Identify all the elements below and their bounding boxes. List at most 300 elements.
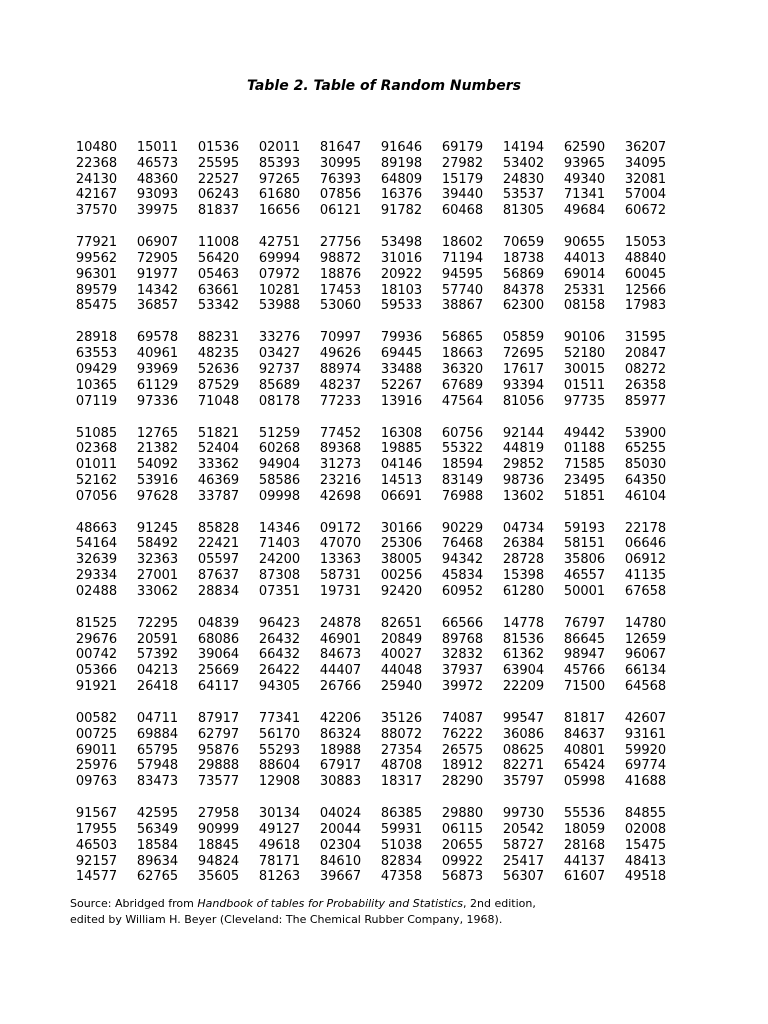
table-cell: 20044 bbox=[319, 822, 362, 837]
table-cell: 85977 bbox=[624, 393, 667, 409]
table-cell: 04024 bbox=[319, 806, 362, 822]
table-cell: 11008 bbox=[197, 235, 240, 251]
source-book-title: Handbook of tables for Probability and Statistics bbox=[197, 897, 464, 910]
table-row bbox=[66, 267, 706, 283]
table-row bbox=[66, 806, 706, 822]
table-cell: 18845 bbox=[197, 837, 240, 853]
table-cell: 02304 bbox=[319, 837, 362, 853]
table-cell: 88604 bbox=[258, 758, 301, 774]
number-block bbox=[66, 330, 706, 409]
table-cell: 54164 bbox=[75, 536, 118, 552]
table-cell: 17453 bbox=[319, 282, 362, 298]
table-cell: 26432 bbox=[258, 631, 301, 647]
table-cell: 04839 bbox=[197, 615, 240, 631]
table-cell: 18584 bbox=[136, 837, 179, 853]
table-cell: 25669 bbox=[197, 663, 240, 679]
table-cell: 08158 bbox=[563, 298, 606, 314]
table-cell: 36857 bbox=[136, 298, 179, 314]
table-cell: 32363 bbox=[136, 552, 179, 568]
table-cell: 48413 bbox=[624, 853, 667, 869]
table-cell: 71403 bbox=[258, 536, 301, 552]
table-cell: 56420 bbox=[197, 250, 240, 266]
table-cell: 63904 bbox=[502, 663, 545, 679]
table-row bbox=[66, 378, 706, 394]
table-row bbox=[66, 743, 706, 759]
table-cell: 71341 bbox=[563, 187, 606, 203]
table-cell: 48840 bbox=[624, 250, 667, 266]
table-cell: 36086 bbox=[502, 726, 545, 742]
table-cell: 62765 bbox=[136, 869, 179, 885]
table-cell: 94824 bbox=[197, 853, 240, 869]
table-cell: 73577 bbox=[197, 774, 240, 790]
table-cell: 47358 bbox=[380, 869, 423, 885]
table-cell: 53988 bbox=[258, 298, 301, 314]
table-cell: 46901 bbox=[319, 631, 362, 647]
table-cell: 45766 bbox=[563, 663, 606, 679]
table-cell: 46503 bbox=[75, 837, 118, 853]
table-cell: 27001 bbox=[136, 568, 179, 584]
table-row bbox=[66, 711, 706, 727]
table-cell: 29334 bbox=[75, 568, 118, 584]
table-cell: 09998 bbox=[258, 488, 301, 504]
table-cell: 01536 bbox=[197, 140, 240, 155]
table-cell: 41135 bbox=[624, 568, 667, 584]
table-cell: 69774 bbox=[624, 758, 667, 774]
table-cell: 83473 bbox=[136, 774, 179, 790]
table-cell: 72905 bbox=[136, 250, 179, 266]
table-cell: 58731 bbox=[319, 568, 362, 584]
table-cell: 56307 bbox=[502, 869, 545, 885]
table-cell: 49442 bbox=[563, 425, 606, 441]
table-cell: 81647 bbox=[319, 140, 362, 155]
table-cell: 89768 bbox=[441, 631, 484, 647]
table-row bbox=[66, 521, 706, 537]
table-cell: 52180 bbox=[563, 346, 606, 362]
table-row bbox=[66, 727, 706, 743]
table-cell: 42607 bbox=[624, 711, 667, 727]
table-cell: 24130 bbox=[75, 171, 118, 187]
table-cell: 20542 bbox=[502, 822, 545, 837]
table-row bbox=[66, 584, 706, 600]
table-cell: 18876 bbox=[319, 266, 362, 282]
table-cell: 66566 bbox=[441, 615, 484, 631]
table-cell: 07972 bbox=[258, 266, 301, 282]
table-cell: 93969 bbox=[136, 361, 179, 377]
page-title: Table 2. Table of Random Numbers bbox=[247, 78, 521, 94]
table-cell: 35797 bbox=[502, 774, 545, 790]
table-cell: 06243 bbox=[197, 187, 240, 203]
table-cell: 46104 bbox=[624, 488, 667, 504]
table-cell: 26766 bbox=[319, 679, 362, 695]
table-cell: 24830 bbox=[502, 171, 545, 187]
table-cell: 17617 bbox=[502, 361, 545, 377]
table-cell: 61280 bbox=[502, 583, 545, 599]
table-cell: 15475 bbox=[624, 837, 667, 853]
table-cell: 22421 bbox=[197, 536, 240, 552]
table-cell: 49340 bbox=[563, 171, 606, 187]
table-cell: 39440 bbox=[441, 187, 484, 203]
table-cell: 83149 bbox=[441, 472, 484, 488]
table-row bbox=[66, 156, 706, 172]
table-cell: 86385 bbox=[380, 806, 423, 822]
table-cell: 06115 bbox=[441, 822, 484, 837]
table-cell: 30015 bbox=[563, 361, 606, 377]
table-cell: 42206 bbox=[319, 711, 362, 727]
table-cell: 82834 bbox=[380, 853, 423, 869]
table-cell: 27982 bbox=[441, 155, 484, 171]
table-cell: 39975 bbox=[136, 203, 179, 219]
table-cell: 08272 bbox=[624, 361, 667, 377]
table-cell: 96067 bbox=[624, 647, 667, 663]
table-cell: 02011 bbox=[258, 140, 301, 155]
table-cell: 93965 bbox=[563, 155, 606, 171]
table-cell: 71500 bbox=[563, 679, 606, 695]
table-row bbox=[66, 758, 706, 774]
table-cell: 25976 bbox=[75, 758, 118, 774]
table-cell: 09763 bbox=[75, 774, 118, 790]
table-cell: 42751 bbox=[258, 235, 301, 251]
table-cell: 98872 bbox=[319, 250, 362, 266]
table-cell: 58727 bbox=[502, 837, 545, 853]
table-cell: 66134 bbox=[624, 663, 667, 679]
table-cell: 14194 bbox=[502, 140, 545, 155]
table-cell: 98736 bbox=[502, 472, 545, 488]
table-cell: 56865 bbox=[441, 330, 484, 346]
table-cell: 51038 bbox=[380, 837, 423, 853]
table-cell: 67917 bbox=[319, 758, 362, 774]
table-row bbox=[66, 298, 706, 314]
table-cell: 46557 bbox=[563, 568, 606, 584]
table-row bbox=[66, 426, 706, 442]
table-cell: 60268 bbox=[258, 441, 301, 457]
number-block bbox=[66, 806, 706, 885]
table-cell: 64568 bbox=[624, 679, 667, 695]
table-row bbox=[66, 568, 706, 584]
table-cell: 63661 bbox=[197, 282, 240, 298]
table-cell: 60952 bbox=[441, 583, 484, 599]
table-cell: 79936 bbox=[380, 330, 423, 346]
table-cell: 18103 bbox=[380, 282, 423, 298]
table-cell: 52636 bbox=[197, 361, 240, 377]
table-cell: 91977 bbox=[136, 266, 179, 282]
table-cell: 44048 bbox=[380, 663, 423, 679]
number-block bbox=[66, 235, 706, 314]
table-cell: 60045 bbox=[624, 266, 667, 282]
table-cell: 06691 bbox=[380, 488, 423, 504]
table-cell: 20655 bbox=[441, 837, 484, 853]
table-cell: 36320 bbox=[441, 361, 484, 377]
table-cell: 05597 bbox=[197, 552, 240, 568]
table-row bbox=[66, 330, 706, 346]
table-cell: 06121 bbox=[319, 203, 362, 219]
table-cell: 64350 bbox=[624, 472, 667, 488]
table-row bbox=[66, 251, 706, 267]
table-cell: 44819 bbox=[502, 441, 545, 457]
table-cell: 04146 bbox=[380, 457, 423, 473]
table-cell: 40801 bbox=[563, 742, 606, 758]
table-cell: 29676 bbox=[75, 631, 118, 647]
table-cell: 19731 bbox=[319, 583, 362, 599]
table-cell: 04711 bbox=[136, 711, 179, 727]
table-cell: 27354 bbox=[380, 742, 423, 758]
source-citation bbox=[70, 896, 710, 928]
table-cell: 95876 bbox=[197, 742, 240, 758]
table-cell: 57392 bbox=[136, 647, 179, 663]
source-line-1 bbox=[70, 896, 710, 912]
table-cell: 44407 bbox=[319, 663, 362, 679]
table-cell: 42698 bbox=[319, 488, 362, 504]
table-row bbox=[66, 283, 706, 299]
table-row bbox=[66, 616, 706, 632]
table-cell: 12566 bbox=[624, 282, 667, 298]
table-cell: 10480 bbox=[75, 140, 118, 155]
table-cell: 81263 bbox=[258, 869, 301, 885]
table-cell: 90229 bbox=[441, 520, 484, 536]
table-cell: 92737 bbox=[258, 361, 301, 377]
table-cell: 77233 bbox=[319, 393, 362, 409]
table-cell: 16308 bbox=[380, 425, 423, 441]
table-cell: 89198 bbox=[380, 155, 423, 171]
table-cell: 56873 bbox=[441, 869, 484, 885]
table-cell: 85689 bbox=[258, 377, 301, 393]
table-cell: 99547 bbox=[502, 711, 545, 727]
table-cell: 98947 bbox=[563, 647, 606, 663]
table-cell: 65424 bbox=[563, 758, 606, 774]
table-cell: 87308 bbox=[258, 568, 301, 584]
table-cell: 56170 bbox=[258, 726, 301, 742]
table-cell: 85030 bbox=[624, 457, 667, 473]
table-cell: 64117 bbox=[197, 679, 240, 695]
table-row bbox=[66, 552, 706, 568]
table-cell: 66432 bbox=[258, 647, 301, 663]
number-block bbox=[66, 616, 706, 695]
table-cell: 60468 bbox=[441, 203, 484, 219]
source-edition: , 2nd edition, bbox=[463, 897, 536, 910]
table-cell: 22368 bbox=[75, 155, 118, 171]
table-cell: 97628 bbox=[136, 488, 179, 504]
table-cell: 81837 bbox=[197, 203, 240, 219]
table-row bbox=[66, 346, 706, 362]
table-cell: 67689 bbox=[441, 377, 484, 393]
table-cell: 28168 bbox=[563, 837, 606, 853]
number-block bbox=[66, 711, 706, 790]
table-cell: 23495 bbox=[563, 472, 606, 488]
table-cell: 06912 bbox=[624, 552, 667, 568]
table-cell: 61607 bbox=[563, 869, 606, 885]
table-cell: 30134 bbox=[258, 806, 301, 822]
table-cell: 48235 bbox=[197, 346, 240, 362]
table-cell: 57740 bbox=[441, 282, 484, 298]
table-cell: 82651 bbox=[380, 615, 423, 631]
table-cell: 53900 bbox=[624, 425, 667, 441]
table-row bbox=[66, 869, 706, 885]
table-cell: 31595 bbox=[624, 330, 667, 346]
table-cell: 39667 bbox=[319, 869, 362, 885]
table-cell: 82271 bbox=[502, 758, 545, 774]
table-cell: 87917 bbox=[197, 711, 240, 727]
table-cell: 33276 bbox=[258, 330, 301, 346]
table-cell: 62590 bbox=[563, 140, 606, 155]
table-cell: 20849 bbox=[380, 631, 423, 647]
table-cell: 72695 bbox=[502, 346, 545, 362]
table-cell: 54092 bbox=[136, 457, 179, 473]
table-cell: 61680 bbox=[258, 187, 301, 203]
table-cell: 55293 bbox=[258, 742, 301, 758]
table-row bbox=[66, 854, 706, 870]
table-row bbox=[66, 187, 706, 203]
table-cell: 38867 bbox=[441, 298, 484, 314]
table-cell: 76222 bbox=[441, 726, 484, 742]
table-cell: 76797 bbox=[563, 615, 606, 631]
table-cell: 69445 bbox=[380, 346, 423, 362]
table-cell: 67658 bbox=[624, 583, 667, 599]
table-cell: 97265 bbox=[258, 171, 301, 187]
source-line-2: edited by William H. Beyer (Cleveland: The Chemical Rubber Company, 1968). bbox=[70, 913, 503, 926]
table-cell: 18988 bbox=[319, 742, 362, 758]
table-cell: 52267 bbox=[380, 377, 423, 393]
table-cell: 94595 bbox=[441, 266, 484, 282]
table-cell: 26575 bbox=[441, 742, 484, 758]
table-cell: 53402 bbox=[502, 155, 545, 171]
table-cell: 13602 bbox=[502, 488, 545, 504]
table-cell: 14780 bbox=[624, 615, 667, 631]
table-cell: 07856 bbox=[319, 187, 362, 203]
table-cell: 32639 bbox=[75, 552, 118, 568]
table-cell: 88974 bbox=[319, 361, 362, 377]
table-cell: 76468 bbox=[441, 536, 484, 552]
table-cell: 90106 bbox=[563, 330, 606, 346]
table-cell: 77921 bbox=[75, 235, 118, 251]
table-cell: 25595 bbox=[197, 155, 240, 171]
table-cell: 96301 bbox=[75, 266, 118, 282]
table-cell: 59533 bbox=[380, 298, 423, 314]
table-cell: 96423 bbox=[258, 615, 301, 631]
table-cell: 37937 bbox=[441, 663, 484, 679]
table-cell: 55322 bbox=[441, 441, 484, 457]
table-cell: 87529 bbox=[197, 377, 240, 393]
table-cell: 85828 bbox=[197, 520, 240, 536]
table-cell: 44013 bbox=[563, 250, 606, 266]
table-cell: 05998 bbox=[563, 774, 606, 790]
table-cell: 27756 bbox=[319, 235, 362, 251]
table-cell: 05859 bbox=[502, 330, 545, 346]
table-cell: 19885 bbox=[380, 441, 423, 457]
table-cell: 34095 bbox=[624, 155, 667, 171]
table-cell: 33362 bbox=[197, 457, 240, 473]
table-cell: 08625 bbox=[502, 742, 545, 758]
table-cell: 15053 bbox=[624, 235, 667, 251]
table-cell: 70659 bbox=[502, 235, 545, 251]
table-cell: 18317 bbox=[380, 774, 423, 790]
table-cell: 69014 bbox=[563, 266, 606, 282]
table-cell: 49684 bbox=[563, 203, 606, 219]
table-row bbox=[66, 679, 706, 695]
table-row bbox=[66, 663, 706, 679]
table-cell: 91646 bbox=[380, 140, 423, 155]
table-cell: 30166 bbox=[380, 520, 423, 536]
table-cell: 58492 bbox=[136, 536, 179, 552]
table-cell: 36207 bbox=[624, 140, 667, 155]
table-cell: 78171 bbox=[258, 853, 301, 869]
table-row bbox=[66, 473, 706, 489]
table-cell: 00256 bbox=[380, 568, 423, 584]
table-cell: 22527 bbox=[197, 171, 240, 187]
table-cell: 08178 bbox=[258, 393, 301, 409]
table-cell: 94305 bbox=[258, 679, 301, 695]
table-row bbox=[66, 647, 706, 663]
table-cell: 53060 bbox=[319, 298, 362, 314]
table-cell: 22178 bbox=[624, 520, 667, 536]
table-cell: 04213 bbox=[136, 663, 179, 679]
table-cell: 97336 bbox=[136, 393, 179, 409]
table-cell: 13916 bbox=[380, 393, 423, 409]
table-cell: 00582 bbox=[75, 711, 118, 727]
table-cell: 02488 bbox=[75, 583, 118, 599]
table-cell: 17983 bbox=[624, 298, 667, 314]
table-cell: 68086 bbox=[197, 631, 240, 647]
table-cell: 57948 bbox=[136, 758, 179, 774]
table-cell: 15398 bbox=[502, 568, 545, 584]
table-row bbox=[66, 362, 706, 378]
table-cell: 04734 bbox=[502, 520, 545, 536]
table-cell: 33062 bbox=[136, 583, 179, 599]
table-cell: 32832 bbox=[441, 647, 484, 663]
table-cell: 59193 bbox=[563, 520, 606, 536]
table-cell: 81305 bbox=[502, 203, 545, 219]
table-cell: 27958 bbox=[197, 806, 240, 822]
table-cell: 25417 bbox=[502, 853, 545, 869]
number-block bbox=[66, 521, 706, 600]
table-cell: 65255 bbox=[624, 441, 667, 457]
table-cell: 99562 bbox=[75, 250, 118, 266]
table-cell: 50001 bbox=[563, 583, 606, 599]
table-cell: 28290 bbox=[441, 774, 484, 790]
table-cell: 30995 bbox=[319, 155, 362, 171]
table-cell: 12908 bbox=[258, 774, 301, 790]
table-cell: 53342 bbox=[197, 298, 240, 314]
table-cell: 87637 bbox=[197, 568, 240, 584]
table-cell: 49518 bbox=[624, 869, 667, 885]
table-cell: 76393 bbox=[319, 171, 362, 187]
table-cell: 81525 bbox=[75, 615, 118, 631]
table-cell: 13363 bbox=[319, 552, 362, 568]
table-cell: 92157 bbox=[75, 853, 118, 869]
table-cell: 53537 bbox=[502, 187, 545, 203]
table-cell: 88231 bbox=[197, 330, 240, 346]
table-row bbox=[66, 536, 706, 552]
table-cell: 42595 bbox=[136, 806, 179, 822]
table-cell: 85393 bbox=[258, 155, 301, 171]
table-cell: 90999 bbox=[197, 822, 240, 837]
table-cell: 35806 bbox=[563, 552, 606, 568]
table-cell: 88072 bbox=[380, 726, 423, 742]
table-cell: 61362 bbox=[502, 647, 545, 663]
table-cell: 05463 bbox=[197, 266, 240, 282]
table-cell: 18663 bbox=[441, 346, 484, 362]
table-row bbox=[66, 489, 706, 505]
table-row bbox=[66, 838, 706, 854]
table-cell: 03427 bbox=[258, 346, 301, 362]
table-cell: 29880 bbox=[441, 806, 484, 822]
table-row bbox=[66, 774, 706, 790]
table-cell: 51851 bbox=[563, 488, 606, 504]
table-cell: 60672 bbox=[624, 203, 667, 219]
table-row bbox=[66, 457, 706, 473]
table-cell: 46573 bbox=[136, 155, 179, 171]
table-cell: 02008 bbox=[624, 822, 667, 837]
table-cell: 14346 bbox=[258, 520, 301, 536]
table-cell: 99730 bbox=[502, 806, 545, 822]
